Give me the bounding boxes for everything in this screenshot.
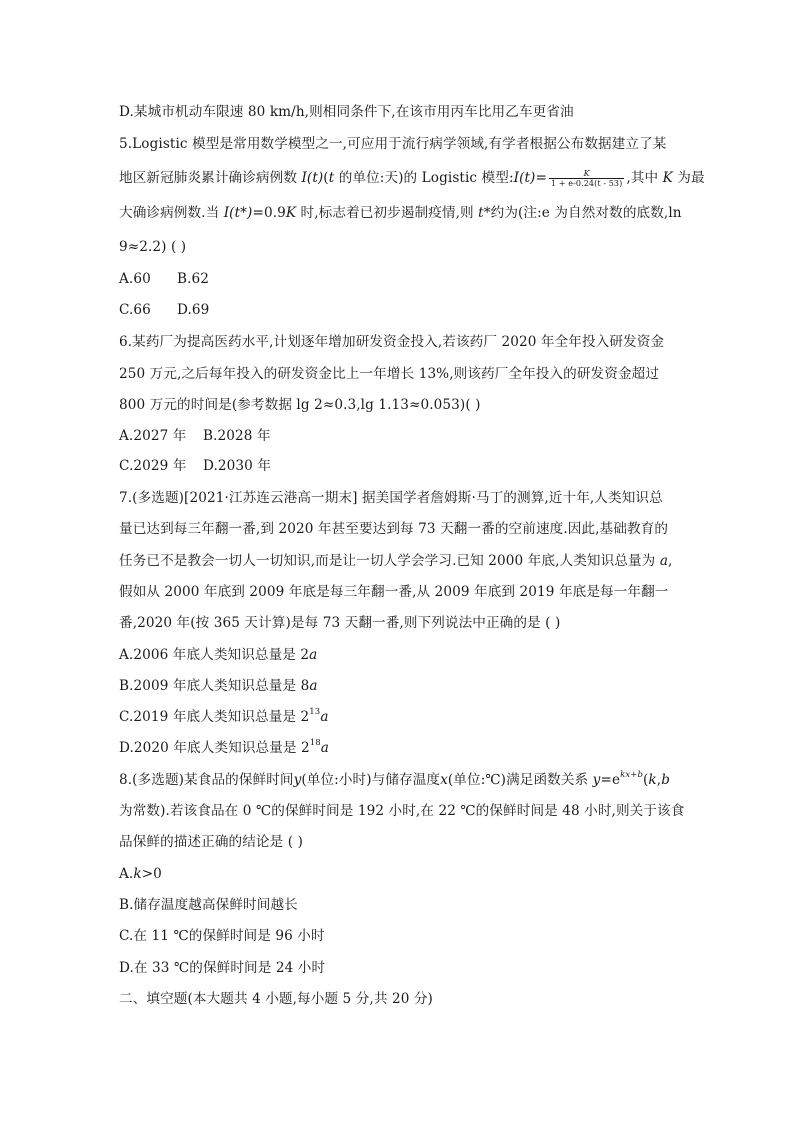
q5-stem-line-1: 5.Logistic 模型是常用数学模型之一,可应用于流行病学领域,有学者根据公布数据建立了某 [119,136,667,152]
q7-stem-line-2: 量已达到每三年翻一番,到 2020 年甚至要达到每 73 天翻一番的空前速度.因此,基础教育的 [119,521,669,537]
q7-stem-line-3 [119,551,672,571]
q6-option-c: C.2029 年 [119,458,187,474]
math-var: a [320,740,330,756]
math-var: K [285,205,297,221]
math-var: I(t) [513,170,536,186]
q8-option-a [119,864,162,884]
exponent: 13 [309,707,321,718]
q6-option-a: A.2027 年 [119,428,187,444]
q8-option-b: B.储存温度越高保鲜时间越长 [119,897,298,913]
q5-stem-line-4: 9≈2.2) ( ) [119,239,187,255]
math-var: x [440,772,448,788]
math-var: a [320,709,329,725]
text-run: 的单位:天)的 Logistic 模型: [334,170,514,186]
text-run: 大确诊病例数.当 [119,205,224,221]
q5-stem-line-3 [119,203,682,223]
text-run: = [535,170,547,186]
text-run: A.2006 年底人类知识总量是 2 [119,647,310,663]
math-var: b [661,772,670,788]
math-var: I(t) [301,170,324,186]
text-run: (单位:℃)满足函数关系 [447,772,593,788]
math-var: t* [478,205,491,221]
q5-option-c: C.66 [119,302,151,318]
q6-options-cd [119,456,271,476]
math-var: I(t*) [223,205,253,221]
q5-option-a: A.60 [119,271,151,287]
text-run: 地区新冠肺炎累计确诊病例数 [119,170,302,186]
section-heading-fill-in: 二、填空题(本大题共 4 小题,每小题 5 分,共 20 分) [119,991,433,1007]
q7-option-d [119,738,329,758]
math-var: t [328,170,335,186]
exponent: kx+b [620,770,644,781]
q5-option-b: B.62 [177,271,210,287]
q8-stem-line-1 [119,770,670,790]
q6-option-d: D.2030 年 [203,458,272,474]
math-var: a [309,678,318,694]
q8-option-c: C.在 11 ℃的保鲜时间是 96 小时 [119,928,325,944]
math-var: a [659,553,669,569]
text-run: (单位:小时)与储存温度 [301,772,441,788]
math-var: k [133,866,142,882]
text-run: B.2009 年底人类知识总量是 8 [119,678,310,694]
fraction-denominator: 1 + e-0.24(t - 53) [550,179,623,188]
text-run: 为最 [672,170,705,186]
q7-option-c [119,707,329,727]
q7-stem-line-5: 番,2020 年(按 365 天计算)是每 73 天翻一番,则下列说法中正确的是 ( ) [119,615,561,631]
text-run: =0.9 [252,205,286,221]
q7-option-b [119,676,318,696]
math-var: k [648,772,657,788]
q8-option-d: D.在 33 ℃的保鲜时间是 24 小时 [119,960,326,976]
math-var: a [309,647,318,663]
logistic-fraction [549,169,624,188]
q6-stem-line-1: 6.某药厂为提高医药水平,计划逐年增加研发资金投入,若该药厂 2020 年全年投入研发资金 [119,334,665,350]
text-run: 约为(注:e 为自然对数的底数,ln [490,205,682,221]
text-run: ( [323,170,329,186]
text-run: ( [643,772,649,788]
q5-stem-line-2 [119,168,705,188]
text-run: A. [119,866,134,882]
q7-option-a [119,645,317,665]
fraction-numerator: K [583,169,590,178]
q7-stem-line-4: 假如从 2000 年底到 2009 年底是每三年翻一番,从 2009 年底到 2019 年底是每一年翻一 [119,584,669,600]
text-run: >0 [141,866,162,882]
text-run: , [656,772,662,788]
q6-options-ab [119,426,271,446]
q8-stem-line-3: 品保鲜的描述正确的结论是 ( ) [119,834,303,850]
exponent: 18 [309,738,321,749]
text-run: D.2020 年底人类知识总量是 2 [119,740,310,756]
q6-option-b: B.2028 年 [203,428,271,444]
text-run: 8.(多选题)某食品的保鲜时间 [119,772,294,788]
text-run: , [668,553,673,569]
math-var: K [662,170,673,186]
q5-options-ab [119,269,209,289]
text-run: 时,标志着已初步遏制疫情,则 [296,205,479,221]
q8-stem-line-2: 为常数).若该食品在 0 ℃的保鲜时间是 192 小时,在 22 ℃的保鲜时间是 48 小时,则关于该食 [119,803,685,819]
math-var: y [293,772,302,788]
q5-options-cd [119,300,209,320]
q7-stem-line-1: 7.(多选题)[2021·江苏连云港高一期末] 据美国学者詹姆斯·马丁的测算,近十年,人类知识总 [119,490,663,506]
text-run: 任务已不是教会一切人一切知识,而是让一切人学会学习.已知 2000 年底,人类知识总量为 [119,553,660,569]
text-run: C.2019 年底人类知识总量是 2 [119,709,310,725]
text-run: =e [600,772,621,788]
text-run: ,其中 [626,170,663,186]
q6-stem-line-3: 800 万元的时间是(参考数据 lg 2≈0.3,lg 1.13≈0.053)( ) [119,397,481,413]
q4-option-d: D.某城市机动车限速 80 km/h,则相同条件下,在该市用丙车比用乙车更省油 [119,104,574,120]
q5-option-d: D.69 [177,302,210,318]
q6-stem-line-2: 250 万元,之后每年投入的研发资金比上一年增长 13%,则该药厂全年投入的研发资金超过 [119,366,660,382]
math-var: y [592,772,601,788]
